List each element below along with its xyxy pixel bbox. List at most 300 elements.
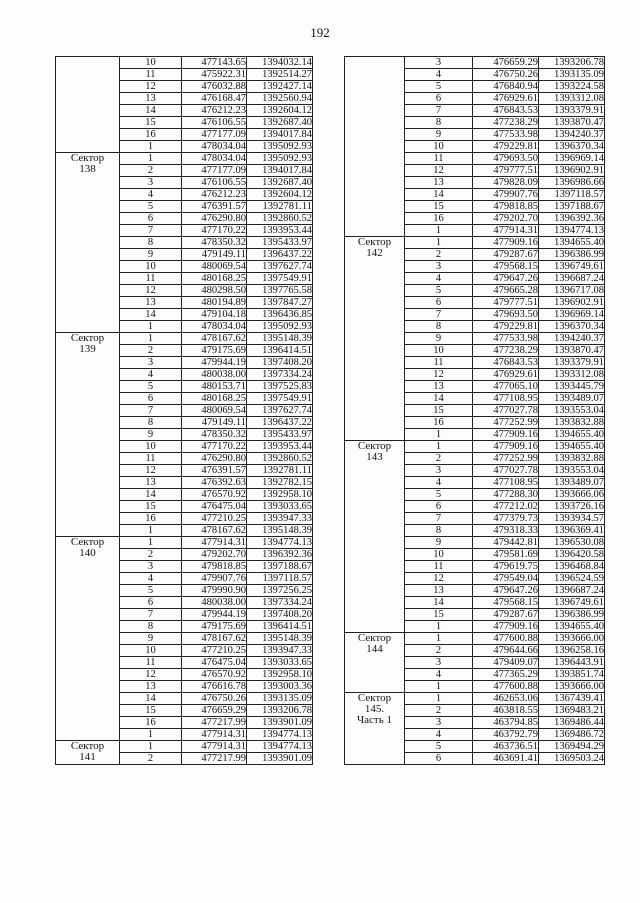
y-coordinate-cell: 1369486.44 (539, 717, 605, 729)
point-number-cell: 4 (405, 669, 473, 681)
x-coordinate-cell: 480298.50 (182, 285, 247, 297)
point-number-cell: 3 (405, 465, 473, 477)
x-coordinate-cell: 476475.04 (182, 501, 247, 513)
x-coordinate-cell: 476929.61 (473, 369, 539, 381)
y-coordinate-cell: 1392604.12 (247, 189, 313, 201)
x-coordinate-cell: 478034.04 (182, 141, 247, 153)
point-number-cell: 11 (405, 561, 473, 573)
sector-label-line: 139 (79, 343, 96, 355)
point-number-cell: 4 (405, 477, 473, 489)
y-coordinate-cell: 1393206.78 (247, 705, 313, 717)
x-coordinate-cell: 476750.26 (473, 69, 539, 81)
sector-label (345, 441, 405, 633)
point-number-cell: 1 (120, 729, 182, 741)
point-number-cell: 3 (405, 657, 473, 669)
point-number-cell: 15 (120, 117, 182, 129)
x-coordinate-cell: 477365.29 (473, 669, 539, 681)
point-number-cell: 14 (405, 189, 473, 201)
point-number-cell: 5 (405, 741, 473, 753)
point-number-cell: 12 (120, 285, 182, 297)
y-coordinate-cell: 1394655.40 (539, 429, 605, 441)
x-coordinate-cell: 462653.06 (473, 693, 539, 705)
x-coordinate-cell: 479549.04 (473, 573, 539, 585)
y-coordinate-cell: 1392958.10 (247, 669, 313, 681)
x-coordinate-cell: 477217.99 (182, 753, 247, 765)
x-coordinate-cell: 480069.54 (182, 261, 247, 273)
y-coordinate-cell: 1396717.08 (539, 285, 605, 297)
point-number-cell: 9 (405, 537, 473, 549)
y-coordinate-cell: 1396370.34 (539, 141, 605, 153)
x-coordinate-cell: 480194.89 (182, 297, 247, 309)
y-coordinate-cell: 1396443.91 (539, 657, 605, 669)
y-coordinate-cell: 1397118.57 (247, 573, 313, 585)
y-coordinate-cell: 1393666.00 (539, 633, 605, 645)
x-coordinate-cell: 480038.00 (182, 369, 247, 381)
x-coordinate-cell: 477217.99 (182, 717, 247, 729)
y-coordinate-cell: 1393953.44 (247, 441, 313, 453)
x-coordinate-cell: 479409.07 (473, 657, 539, 669)
point-number-cell: 5 (405, 489, 473, 501)
x-coordinate-cell: 479907.76 (473, 189, 539, 201)
x-coordinate-cell: 479647.26 (473, 585, 539, 597)
y-coordinate-cell: 1393934.57 (539, 513, 605, 525)
y-coordinate-cell: 1392687.40 (247, 177, 313, 189)
x-coordinate-cell: 479104.18 (182, 309, 247, 321)
x-coordinate-cell: 477379.73 (473, 513, 539, 525)
y-coordinate-cell: 1396687.24 (539, 585, 605, 597)
y-coordinate-cell: 1397408.20 (247, 609, 313, 621)
point-number-cell: 10 (405, 549, 473, 561)
y-coordinate-cell: 1395092.93 (247, 321, 313, 333)
point-number-cell: 15 (405, 405, 473, 417)
point-number-cell: 1 (120, 153, 182, 165)
sector-label-line: Сектор (70, 740, 105, 752)
sector-label-line: 141 (79, 751, 96, 763)
y-coordinate-cell: 1393135.09 (247, 693, 313, 705)
y-coordinate-cell: 1396258.16 (539, 645, 605, 657)
y-coordinate-cell: 1393901.09 (247, 753, 313, 765)
x-coordinate-cell: 477252.99 (473, 417, 539, 429)
point-number-cell: 5 (405, 285, 473, 297)
point-number-cell: 7 (120, 609, 182, 621)
x-coordinate-cell: 479318.33 (473, 525, 539, 537)
point-number-cell: 2 (120, 753, 182, 765)
y-coordinate-cell: 1367439.41 (539, 693, 605, 705)
point-number-cell: 6 (120, 597, 182, 609)
x-coordinate-cell: 476106.55 (182, 117, 247, 129)
y-coordinate-cell: 1393553.04 (539, 465, 605, 477)
x-coordinate-cell: 477027.78 (473, 405, 539, 417)
x-coordinate-cell: 475922.31 (182, 69, 247, 81)
point-number-cell: 6 (120, 213, 182, 225)
y-coordinate-cell: 1396902.91 (539, 165, 605, 177)
y-coordinate-cell: 1396468.84 (539, 561, 605, 573)
y-coordinate-cell: 1393553.04 (539, 405, 605, 417)
x-coordinate-cell: 479287.67 (473, 609, 539, 621)
point-number-cell: 6 (405, 93, 473, 105)
y-coordinate-cell: 1393445.79 (539, 381, 605, 393)
y-coordinate-cell: 1392560.94 (247, 93, 313, 105)
y-coordinate-cell: 1397549.91 (247, 273, 313, 285)
y-coordinate-cell: 1393666.00 (539, 681, 605, 693)
y-coordinate-cell: 1396420.58 (539, 549, 605, 561)
table-row (345, 57, 605, 69)
point-number-cell: 6 (120, 393, 182, 405)
x-coordinate-cell: 479202.70 (182, 549, 247, 561)
x-coordinate-cell: 479818.85 (473, 201, 539, 213)
x-coordinate-cell: 480168.25 (182, 393, 247, 405)
x-coordinate-cell: 478167.62 (182, 633, 247, 645)
point-number-cell: 2 (120, 345, 182, 357)
y-coordinate-cell: 1396436.85 (247, 309, 313, 321)
point-number-cell: 2 (120, 165, 182, 177)
x-coordinate-cell: 479777.51 (473, 297, 539, 309)
point-number-cell: 8 (405, 525, 473, 537)
x-coordinate-cell: 479693.50 (473, 309, 539, 321)
x-coordinate-cell: 477914.31 (182, 741, 247, 753)
y-coordinate-cell: 1397334.24 (247, 369, 313, 381)
page-number: 192 (310, 25, 330, 40)
x-coordinate-cell: 478167.62 (182, 525, 247, 537)
x-coordinate-cell: 463792.79 (473, 729, 539, 741)
sector-label-line: Часть 1 (357, 714, 392, 726)
x-coordinate-cell: 479442.81 (473, 537, 539, 549)
table-row (56, 741, 313, 753)
point-number-cell: 12 (405, 573, 473, 585)
y-coordinate-cell: 1394655.40 (539, 237, 605, 249)
x-coordinate-cell: 476392.63 (182, 477, 247, 489)
x-coordinate-cell: 479229.81 (473, 141, 539, 153)
point-number-cell: 1 (405, 429, 473, 441)
y-coordinate-cell: 1395433.97 (247, 429, 313, 441)
y-coordinate-cell: 1393832.88 (539, 417, 605, 429)
y-coordinate-cell: 1397627.74 (247, 261, 313, 273)
point-number-cell: 7 (405, 309, 473, 321)
point-number-cell: 7 (120, 225, 182, 237)
sector-label-line: Сектор (357, 236, 392, 248)
point-number-cell: 11 (120, 69, 182, 81)
x-coordinate-cell: 476929.61 (473, 93, 539, 105)
point-number-cell: 3 (405, 717, 473, 729)
point-number-cell: 3 (120, 561, 182, 573)
x-coordinate-cell: 476659.29 (182, 705, 247, 717)
x-coordinate-cell: 477177.09 (182, 165, 247, 177)
point-number-cell: 1 (405, 693, 473, 705)
coordinates-table-right (344, 56, 605, 765)
y-coordinate-cell: 1394655.40 (539, 441, 605, 453)
x-coordinate-cell: 477170.22 (182, 225, 247, 237)
y-coordinate-cell: 1393489.07 (539, 393, 605, 405)
point-number-cell: 4 (405, 69, 473, 81)
x-coordinate-cell: 479907.76 (182, 573, 247, 585)
y-coordinate-cell: 1393870.47 (539, 117, 605, 129)
y-coordinate-cell: 1393953.44 (247, 225, 313, 237)
x-coordinate-cell: 463691.41 (473, 753, 539, 765)
y-coordinate-cell: 1393726.16 (539, 501, 605, 513)
y-coordinate-cell: 1397525.83 (247, 381, 313, 393)
y-coordinate-cell: 1397549.91 (247, 393, 313, 405)
point-number-cell: 13 (120, 681, 182, 693)
x-coordinate-cell: 479990.90 (182, 585, 247, 597)
x-coordinate-cell: 479287.67 (473, 249, 539, 261)
y-coordinate-cell: 1393135.09 (539, 69, 605, 81)
point-number-cell: 2 (405, 645, 473, 657)
sector-label-line: 144 (366, 643, 383, 655)
x-coordinate-cell: 478350.32 (182, 429, 247, 441)
sector-label-line: Сектор (357, 440, 392, 452)
x-coordinate-cell: 476106.55 (182, 177, 247, 189)
x-coordinate-cell: 479568.15 (473, 597, 539, 609)
x-coordinate-cell: 476212.23 (182, 105, 247, 117)
y-coordinate-cell: 1393832.88 (539, 453, 605, 465)
y-coordinate-cell: 1396369.41 (539, 525, 605, 537)
x-coordinate-cell: 478034.04 (182, 321, 247, 333)
sector-label (56, 57, 120, 153)
y-coordinate-cell: 1394774.13 (539, 225, 605, 237)
point-number-cell: 1 (405, 237, 473, 249)
x-coordinate-cell: 479619.75 (473, 561, 539, 573)
x-coordinate-cell: 476840.94 (473, 81, 539, 93)
y-coordinate-cell: 1394017.84 (247, 165, 313, 177)
point-number-cell: 15 (405, 609, 473, 621)
point-number-cell: 13 (405, 177, 473, 189)
y-coordinate-cell: 1397118.57 (539, 189, 605, 201)
y-coordinate-cell: 1397627.74 (247, 405, 313, 417)
x-coordinate-cell: 479568.15 (473, 261, 539, 273)
point-number-cell: 8 (405, 321, 473, 333)
y-coordinate-cell: 1394774.13 (247, 537, 313, 549)
y-coordinate-cell: 1396969.14 (539, 309, 605, 321)
point-number-cell: 2 (120, 549, 182, 561)
x-coordinate-cell: 479818.85 (182, 561, 247, 573)
x-coordinate-cell: 479944.19 (182, 357, 247, 369)
point-number-cell: 8 (120, 237, 182, 249)
point-number-cell: 11 (405, 357, 473, 369)
x-coordinate-cell: 480168.25 (182, 273, 247, 285)
point-number-cell: 10 (405, 345, 473, 357)
point-number-cell: 1 (120, 321, 182, 333)
sector-label-line: Сектор (357, 632, 392, 644)
y-coordinate-cell: 1393379.91 (539, 105, 605, 117)
x-coordinate-cell: 476616.78 (182, 681, 247, 693)
x-coordinate-cell: 477909.16 (473, 237, 539, 249)
x-coordinate-cell: 477177.09 (182, 129, 247, 141)
x-coordinate-cell: 479149.11 (182, 417, 247, 429)
x-coordinate-cell: 476391.57 (182, 201, 247, 213)
y-coordinate-cell: 1393947.33 (247, 513, 313, 525)
point-number-cell: 16 (405, 213, 473, 225)
point-number-cell: 1 (405, 633, 473, 645)
x-coordinate-cell: 479581.69 (473, 549, 539, 561)
point-number-cell: 1 (120, 141, 182, 153)
x-coordinate-cell: 477210.25 (182, 513, 247, 525)
point-number-cell: 1 (405, 441, 473, 453)
sector-label-line: Сектор (70, 332, 105, 344)
y-coordinate-cell: 1393312.08 (539, 369, 605, 381)
x-coordinate-cell: 479828.09 (473, 177, 539, 189)
point-number-cell: 12 (120, 81, 182, 93)
point-number-cell: 1 (120, 333, 182, 345)
y-coordinate-cell: 1393033.65 (247, 657, 313, 669)
sector-label-line: 143 (366, 451, 383, 463)
point-number-cell: 10 (405, 141, 473, 153)
y-coordinate-cell: 1393851.74 (539, 669, 605, 681)
point-number-cell: 10 (120, 441, 182, 453)
point-number-cell: 3 (405, 261, 473, 273)
x-coordinate-cell: 476212.23 (182, 189, 247, 201)
y-coordinate-cell: 1392781.11 (247, 201, 313, 213)
coordinates-table-left (55, 56, 313, 765)
y-coordinate-cell: 1395148.39 (247, 633, 313, 645)
y-coordinate-cell: 1392604.12 (247, 105, 313, 117)
y-coordinate-cell: 1393312.08 (539, 93, 605, 105)
x-coordinate-cell: 477600.88 (473, 681, 539, 693)
y-coordinate-cell: 1394017.84 (247, 129, 313, 141)
y-coordinate-cell: 1396524.59 (539, 573, 605, 585)
x-coordinate-cell: 479644.66 (473, 645, 539, 657)
point-number-cell: 12 (120, 465, 182, 477)
point-number-cell: 4 (405, 273, 473, 285)
point-number-cell: 12 (405, 369, 473, 381)
y-coordinate-cell: 1393901.09 (247, 717, 313, 729)
y-coordinate-cell: 1392427.14 (247, 81, 313, 93)
x-coordinate-cell: 477238.29 (473, 117, 539, 129)
x-coordinate-cell: 477909.16 (473, 441, 539, 453)
y-coordinate-cell: 1394774.13 (247, 741, 313, 753)
point-number-cell: 15 (120, 501, 182, 513)
x-coordinate-cell: 477212.02 (473, 501, 539, 513)
y-coordinate-cell: 1396437.22 (247, 417, 313, 429)
x-coordinate-cell: 477027.78 (473, 465, 539, 477)
x-coordinate-cell: 479229.81 (473, 321, 539, 333)
y-coordinate-cell: 1396437.22 (247, 249, 313, 261)
point-number-cell: 5 (405, 81, 473, 93)
y-coordinate-cell: 1397256.25 (247, 585, 313, 597)
y-coordinate-cell: 1394774.13 (247, 729, 313, 741)
y-coordinate-cell: 1396687.24 (539, 273, 605, 285)
x-coordinate-cell: 476475.04 (182, 657, 247, 669)
x-coordinate-cell: 477914.31 (182, 537, 247, 549)
sector-label (345, 693, 405, 765)
y-coordinate-cell: 1392687.40 (247, 117, 313, 129)
point-number-cell: 14 (120, 105, 182, 117)
x-coordinate-cell: 477533.98 (473, 129, 539, 141)
point-number-cell: 2 (405, 453, 473, 465)
x-coordinate-cell: 477143.65 (182, 57, 247, 69)
table-row (56, 333, 313, 345)
x-coordinate-cell: 463794.85 (473, 717, 539, 729)
y-coordinate-cell: 1397188.67 (539, 201, 605, 213)
sector-label (345, 237, 405, 441)
y-coordinate-cell: 1396986.66 (539, 177, 605, 189)
point-number-cell: 13 (120, 477, 182, 489)
y-coordinate-cell: 1396392.36 (539, 213, 605, 225)
point-number-cell: 14 (405, 597, 473, 609)
x-coordinate-cell: 476391.57 (182, 465, 247, 477)
point-number-cell: 8 (120, 417, 182, 429)
x-coordinate-cell: 476750.26 (182, 693, 247, 705)
table-row (56, 537, 313, 549)
y-coordinate-cell: 1369503.24 (539, 753, 605, 765)
point-number-cell: 9 (405, 129, 473, 141)
point-number-cell: 5 (120, 585, 182, 597)
x-coordinate-cell: 478167.62 (182, 333, 247, 345)
x-coordinate-cell: 476659.29 (473, 57, 539, 69)
x-coordinate-cell: 480069.54 (182, 405, 247, 417)
point-number-cell: 14 (120, 309, 182, 321)
y-coordinate-cell: 1393224.58 (539, 81, 605, 93)
point-number-cell: 11 (120, 453, 182, 465)
table-row (345, 237, 605, 249)
sector-label-line: Сектор (357, 692, 392, 704)
sector-label-line: Сектор (70, 152, 105, 164)
x-coordinate-cell: 478350.32 (182, 237, 247, 249)
x-coordinate-cell: 479647.26 (473, 273, 539, 285)
table-row (56, 57, 313, 69)
point-number-cell: 6 (405, 753, 473, 765)
y-coordinate-cell: 1369494.29 (539, 741, 605, 753)
point-number-cell: 1 (405, 225, 473, 237)
y-coordinate-cell: 1397847.27 (247, 297, 313, 309)
y-coordinate-cell: 1396414.51 (247, 345, 313, 357)
point-number-cell: 15 (120, 705, 182, 717)
point-number-cell: 4 (120, 573, 182, 585)
x-coordinate-cell: 477914.31 (473, 225, 539, 237)
y-coordinate-cell: 1393870.47 (539, 345, 605, 357)
point-number-cell: 9 (405, 333, 473, 345)
point-number-cell: 9 (120, 429, 182, 441)
y-coordinate-cell: 1393033.65 (247, 501, 313, 513)
y-coordinate-cell: 1392514.27 (247, 69, 313, 81)
point-number-cell: 3 (120, 177, 182, 189)
y-coordinate-cell: 1393003.36 (247, 681, 313, 693)
point-number-cell: 14 (120, 693, 182, 705)
x-coordinate-cell: 476570.92 (182, 669, 247, 681)
y-coordinate-cell: 1392781.11 (247, 465, 313, 477)
x-coordinate-cell: 476032.88 (182, 81, 247, 93)
point-number-cell: 3 (405, 57, 473, 69)
point-number-cell: 9 (120, 633, 182, 645)
point-number-cell: 13 (120, 297, 182, 309)
point-number-cell: 16 (405, 417, 473, 429)
point-number-cell: 2 (405, 705, 473, 717)
x-coordinate-cell: 477252.99 (473, 453, 539, 465)
point-number-cell: 1 (120, 741, 182, 753)
y-coordinate-cell: 1396392.36 (247, 549, 313, 561)
y-coordinate-cell: 1393206.78 (539, 57, 605, 69)
y-coordinate-cell: 1394240.37 (539, 333, 605, 345)
y-coordinate-cell: 1394032.14 (247, 57, 313, 69)
sector-label-line: 145. (364, 703, 385, 715)
y-coordinate-cell: 1395148.39 (247, 333, 313, 345)
sector-label (345, 633, 405, 693)
point-number-cell: 10 (120, 261, 182, 273)
point-number-cell: 7 (405, 513, 473, 525)
y-coordinate-cell: 1397408.20 (247, 357, 313, 369)
x-coordinate-cell: 479202.70 (473, 213, 539, 225)
y-coordinate-cell: 1397334.24 (247, 597, 313, 609)
sector-label-line: 140 (79, 547, 96, 559)
x-coordinate-cell: 476290.80 (182, 453, 247, 465)
y-coordinate-cell: 1395092.93 (247, 141, 313, 153)
point-number-cell: 10 (120, 645, 182, 657)
point-number-cell: 11 (120, 657, 182, 669)
point-number-cell: 5 (120, 381, 182, 393)
x-coordinate-cell: 480153.71 (182, 381, 247, 393)
point-number-cell: 12 (120, 669, 182, 681)
x-coordinate-cell: 476843.53 (473, 105, 539, 117)
point-number-cell: 10 (120, 57, 182, 69)
